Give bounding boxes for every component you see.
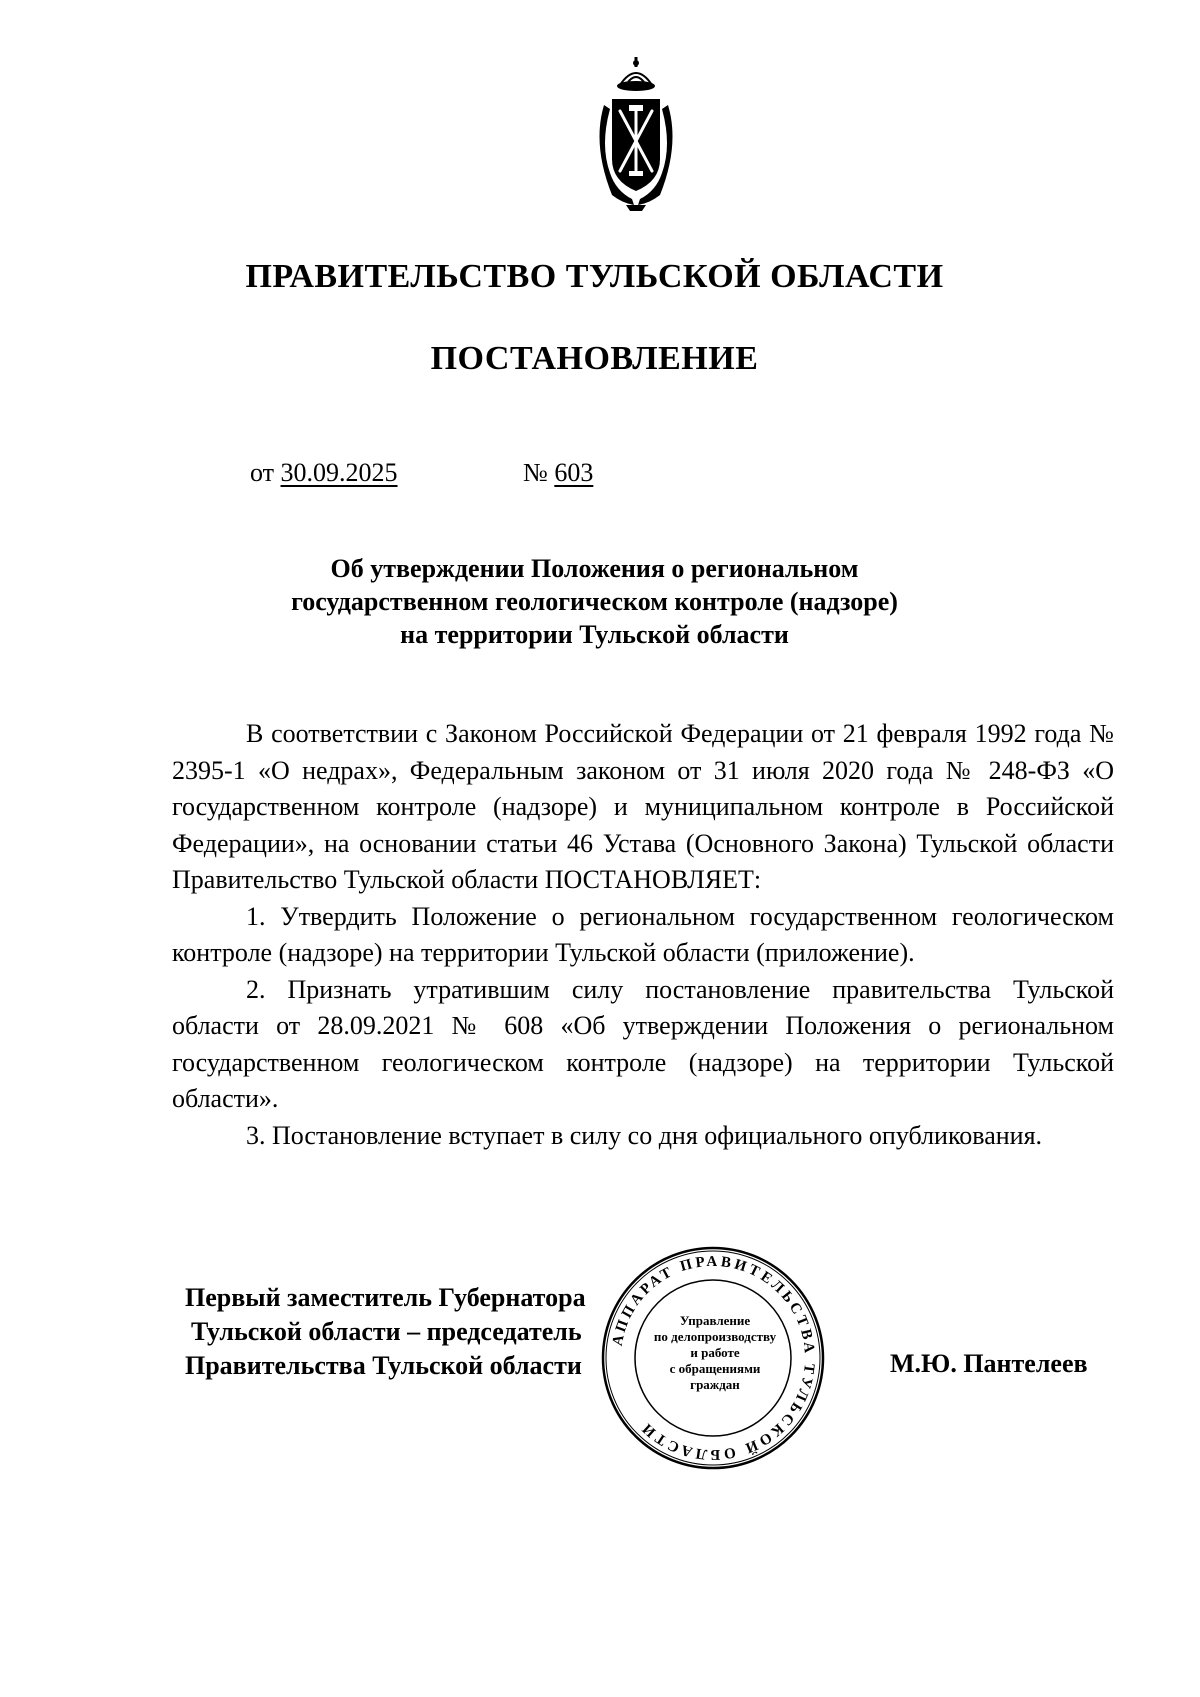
coat-of-arms-emblem (582, 55, 690, 213)
subject-line: государственном геологическом контроле (надзоре) (291, 587, 898, 616)
position-line: Тульской области – председатель (191, 1317, 582, 1346)
item-3-paragraph: 3. Постановление вступает в силу со дня официального опубликования. (246, 1120, 1043, 1150)
signatory-name: М.Ю. Пантелеев (890, 1349, 1088, 1378)
number-block (523, 458, 593, 488)
position-line: Первый заместитель Губернатора (185, 1283, 586, 1312)
document-date: 30.09.2025 (280, 458, 398, 487)
stamp-line: Управление (679, 1313, 751, 1328)
issuer-title: ПРАВИТЕЛЬСТВО ТУЛЬСКОЙ ОБЛАСТИ (245, 258, 944, 295)
stamp-line: по делопроизводству (653, 1329, 777, 1344)
position-line: Правительства Тульской области (185, 1351, 582, 1380)
item-1-paragraph: 1. Утвердить Положение о региональном государственном геологическом контроле (надзоре) на территории Тульской области (приложение). (172, 901, 1114, 967)
document-number: 603 (554, 458, 594, 487)
document-type: ПОСТАНОВЛЕНИЕ (430, 340, 759, 377)
document-subject (0, 552, 1189, 651)
signatory-position (185, 1281, 586, 1383)
document-body (172, 716, 1114, 1154)
stamp-ring-text: АППАРАТ ПРАВИТЕЛЬСТВА ТУЛЬСКОЙ ОБЛАСТИ (609, 1253, 818, 1463)
subject-line: Об утверждении Положения о региональном (330, 554, 859, 583)
number-prefix: № (523, 458, 548, 487)
subject-line: на территории Тульской области (400, 620, 789, 649)
date-prefix: от (250, 458, 275, 487)
stamp-line: с обращениями (669, 1361, 761, 1376)
date-block (250, 458, 398, 488)
stamp-line: и работе (690, 1345, 740, 1360)
stamp-line: граждан (690, 1377, 740, 1392)
stamp-center-text (640, 1313, 790, 1393)
item-2-paragraph: 2. Признать утратившим силу постановление правительства Тульской области от 28.09.2021 № 608 «Об утверждении Положения о региональном государственном геологическом контроле (надзоре) на территории Тульской области». (172, 974, 1114, 1113)
preamble-paragraph: В соответствии с Законом Российской Федерации от 21 февраля 1992 года № 2395-1 «О недрах», Федеральным законом от 31 июля 2020 года № 248-ФЗ «О государственном контроле (надзоре) и муниципальном контроле в Российской Федерации», на основании статьи 46 Устава (Основного Закона) Тульской области Правительство Тульской области ПОСТАНОВЛЯЕТ: (172, 719, 1114, 894)
